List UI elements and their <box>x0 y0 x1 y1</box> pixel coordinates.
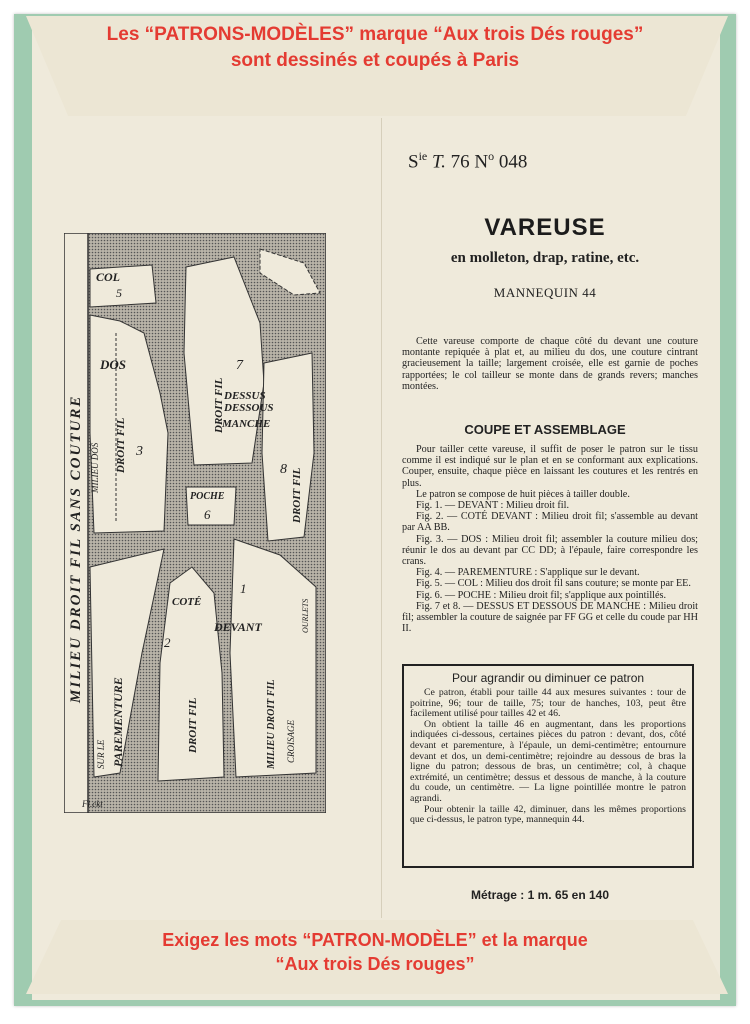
piece-dessous-manche <box>262 353 314 541</box>
coupe-fig-5: Fig. 5. — COL : Milieu dos droit fil sans couture; se monte par EE. <box>416 578 691 590</box>
coupe-fig-4: Fig. 4. — PAREMENTURE : S'applique sur le devant. <box>416 567 640 579</box>
piece-cote-grain: DROIT FIL <box>187 697 199 753</box>
piece-devant-fig: 1 <box>240 581 247 596</box>
piece-cote-fig: 2 <box>164 635 171 650</box>
piece-parementure-prefix: SUR LE <box>96 739 106 769</box>
ref-series: T. <box>432 151 446 173</box>
piece-dos-label: DOS <box>100 357 127 372</box>
description-text: Cette vareuse comporte de chaque côté du devant une couture montante repiquée à plat et, au milieu du dos, une couture cintrant gracieusement la taille; largement croisée, elle est garnie de poches rapportées; le col tailleur se monte dans de grands revers; manches montées. <box>402 336 698 392</box>
piece-poche-fig: 6 <box>204 507 211 522</box>
piece-manche-label: MANCHE <box>222 418 271 430</box>
coupe-text <box>402 444 698 634</box>
garment-subtitle: en molleton, drap, ratine, etc. <box>450 250 640 266</box>
coupe-fig-3: Fig. 3. — DOS : Milieu droit fil; assembler la couture milieu dos; réunir le dos au devant par CC DD; à l'épaule, faire correspondre les crans. <box>402 533 698 568</box>
pattern-reference <box>408 149 527 173</box>
piece-devant-croisage: CROISAGE <box>286 720 296 763</box>
footer-line-2: “Aux trois Dés rouges” <box>275 954 475 974</box>
piece-dessus-grain: DROIT FIL <box>213 377 225 433</box>
piece-dos-grain: DROIT FIL <box>115 417 127 473</box>
header-line-2: sont dessinés et coupés à Paris <box>230 50 520 71</box>
piece-col-label: COL <box>96 270 120 284</box>
footer-line-1: Exigez les mots “PATRON-MODÈLE” et la marque <box>162 930 588 950</box>
ref-prefix: S <box>408 151 419 173</box>
piece-dessus-fig: 7 <box>236 358 243 373</box>
mannequin-size: MANNEQUIN 44 <box>493 285 597 300</box>
ref-no-sup: o <box>488 149 495 163</box>
piece-devant-label: DEVANT <box>214 620 262 634</box>
pattern-layout-plan <box>64 233 326 813</box>
plan-side-label: MILIEU DROIT FIL SANS COUTURE <box>68 394 84 703</box>
piece-devant-ourlets: OURLETS <box>301 598 310 633</box>
header-line-1: Les “PATRONS-MODÈLES” marque “Aux trois Dés rouges” <box>106 24 644 45</box>
piece-devant-grain: MILIEU DROIT FIL <box>266 679 277 769</box>
ref-number-b: 048 <box>498 151 528 173</box>
coupe-fig-2: Fig. 2. — COTÉ DEVANT : Milieu droit fil; s'assemble au devant par AA BB. <box>402 511 698 534</box>
piece-col-fig: 5 <box>116 286 122 300</box>
sizing-paragraph: On obtient la taille 46 en augmentant, dans les proportions indiquées ci-dessous, certaines pièces du patron : devant, dos, côté devant et parementure, à l'épaule, un demi-centimètre; entournure devant et dos, un demi-centimètre; rejoindre au dessous de bras la ligne du patron; dessous de bras, un centimètre; col, à chaque extrémité, un centimètre; dessus et dessous de manche, à la couture du coude, un centimètre. — La ligne pointillée montre le patron agrandi. <box>410 718 686 804</box>
coupe-fig-6: Fig. 6. — POCHE : Milieu droit fil; s'applique aux pointillés. <box>416 589 667 601</box>
garment-description <box>402 336 698 392</box>
metrage: Métrage : 1 m. 65 en 140 <box>470 888 610 902</box>
coupe-fig-1: Fig. 1. — DEVANT : Milieu droit fil. <box>416 500 570 512</box>
piece-poche-label: POCHE <box>190 491 225 502</box>
piece-cote-label: COTÉ <box>172 596 202 608</box>
ref-number-a: 76 <box>450 151 470 173</box>
piece-dos-fig: 3 <box>136 444 143 459</box>
coupe-fig-7-8: Fig. 7 et 8. — DESSUS ET DESSOUS DE MANCHE : Milieu droit fil; assembler la couture de saignée par FF GG et celle du coude par HH II. <box>402 600 698 635</box>
piece-dessous-label: DESSUS <box>224 390 266 402</box>
piece-parementure-label: PAREMENTURE <box>111 677 125 767</box>
piece-dessous-grain: DROIT FIL <box>291 467 303 523</box>
ref-no: N <box>474 151 489 173</box>
coupe-paragraph: Le patron se compose de huit pièces à tailler double. <box>416 488 630 500</box>
ref-prefix-sup: ie <box>418 149 428 163</box>
sizing-text <box>410 688 686 826</box>
sizing-paragraph: Ce patron, établi pour taille 44 aux mesures suivantes : tour de poitrine, 96; tour de taille, 75; tour de hanches, 103, peut être facilement utilisé pour tailles 42 et 46. <box>410 687 686 720</box>
piece-dessous-label2: DESSOUS <box>224 402 274 414</box>
sizing-paragraph: Pour obtenir la taille 42, diminuer, dans les mêmes proportions que ci-dessus, le patron type, mannequin 44. <box>410 803 686 826</box>
sizing-heading: Pour agrandir ou diminuer ce patron <box>451 671 645 685</box>
coupe-heading: COUPE ET ASSEMBLAGE <box>464 422 626 437</box>
piece-dessous-fig: 8 <box>280 462 287 477</box>
plan-signature: Fl.ckt <box>82 799 103 809</box>
garment-title: VAREUSE <box>484 214 606 241</box>
piece-dos-milieu: MILIEU DOS <box>90 442 100 493</box>
coupe-paragraph: Pour tailler cette vareuse, il suffit de poser le patron sur le tissu comme il est indiqué sur le plan et en se conformant aux explications. Couper, ensuite, chaque pièce en laissant les coutures et les rentrés en plus. <box>402 444 698 489</box>
